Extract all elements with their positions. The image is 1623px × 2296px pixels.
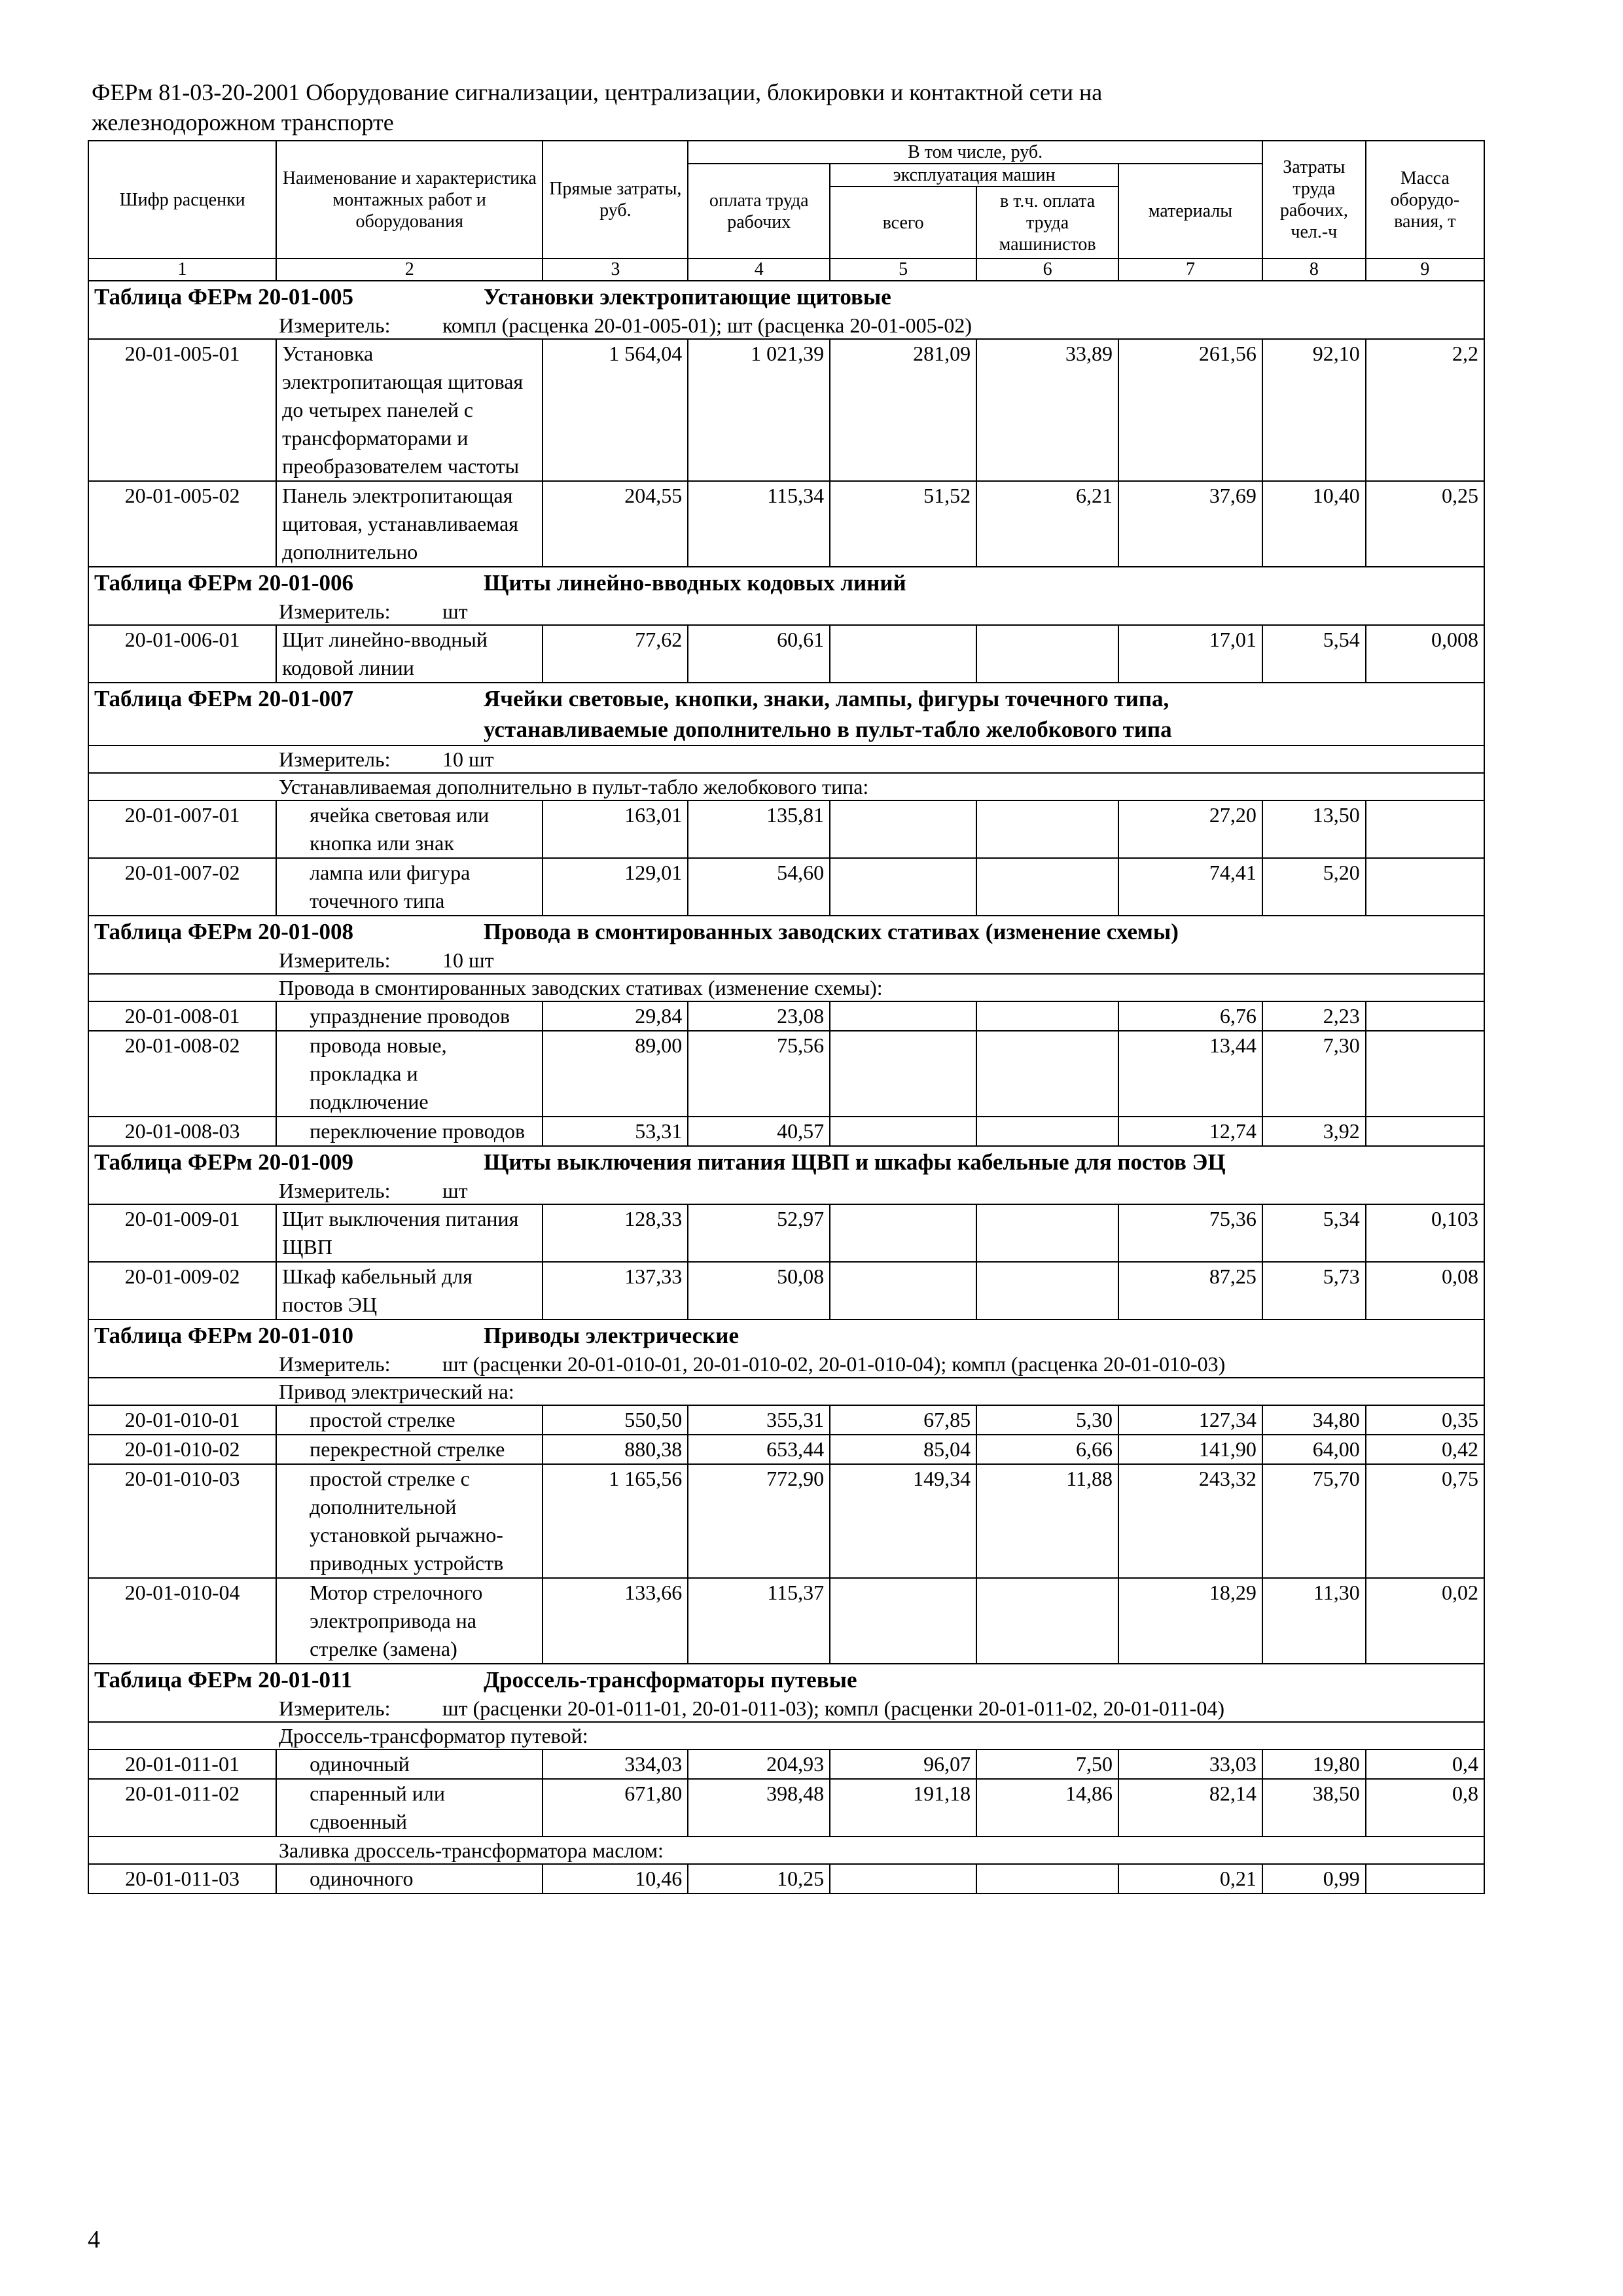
direct-cost: 133,66 bbox=[543, 1578, 688, 1664]
table-row bbox=[88, 1864, 1484, 1893]
equipment-mass: 0,8 bbox=[1366, 1779, 1484, 1837]
labor-pay: 23,08 bbox=[688, 1001, 830, 1031]
labor-pay: 355,31 bbox=[688, 1405, 830, 1435]
measure-cell bbox=[88, 947, 1484, 974]
table-section-heading-cont bbox=[88, 714, 1484, 745]
group-label bbox=[88, 1378, 1484, 1405]
materials: 75,36 bbox=[1118, 1204, 1262, 1262]
rate-code: 20-01-011-01 bbox=[88, 1749, 276, 1779]
table-code: Таблица ФЕРм 20-01-009 bbox=[94, 1149, 354, 1175]
machines-pay: 6,66 bbox=[976, 1435, 1118, 1464]
equipment-mass: 0,008 bbox=[1366, 625, 1484, 683]
measure-row bbox=[88, 312, 1484, 339]
rate-code: 20-01-009-02 bbox=[88, 1262, 276, 1319]
rate-name: лампа или фигура точечного типа bbox=[276, 858, 543, 916]
col-mass-header: Масса оборудо-вания, т bbox=[1366, 141, 1484, 259]
table-code: Таблица ФЕРм 20-01-006 bbox=[94, 570, 354, 596]
machines-total bbox=[830, 1001, 976, 1031]
table-section-heading bbox=[88, 1664, 1484, 1695]
equipment-mass bbox=[1366, 1001, 1484, 1031]
machines-total bbox=[830, 1578, 976, 1664]
machines-pay: 14,86 bbox=[976, 1779, 1118, 1837]
group-label bbox=[88, 1722, 1484, 1749]
labor-pay: 772,90 bbox=[688, 1464, 830, 1578]
machines-total: 149,34 bbox=[830, 1464, 976, 1578]
table-header bbox=[88, 141, 1484, 281]
rate-code: 20-01-010-04 bbox=[88, 1578, 276, 1664]
equipment-mass bbox=[1366, 858, 1484, 916]
materials: 0,21 bbox=[1118, 1864, 1262, 1893]
col-number: 8 bbox=[1262, 259, 1366, 281]
rate-code: 20-01-010-02 bbox=[88, 1435, 276, 1464]
rate-name: переключение проводов bbox=[276, 1117, 543, 1146]
table-section-heading bbox=[88, 567, 1484, 598]
rate-name: провода новые, прокладка и подключение bbox=[276, 1031, 543, 1117]
direct-cost: 1 165,56 bbox=[543, 1464, 688, 1578]
equipment-mass: 0,4 bbox=[1366, 1749, 1484, 1779]
col-number: 4 bbox=[688, 259, 830, 281]
equipment-mass: 2,2 bbox=[1366, 339, 1484, 481]
measure-cell bbox=[88, 745, 1484, 773]
rate-name: Щит линейно-вводный кодовой линии bbox=[276, 625, 543, 683]
measure-label: Измеритель: bbox=[279, 1352, 391, 1376]
labor-pay: 75,56 bbox=[688, 1031, 830, 1117]
labor-pay: 54,60 bbox=[688, 858, 830, 916]
table-code: Таблица ФЕРм 20-01-007 bbox=[94, 686, 354, 711]
labor-pay: 60,61 bbox=[688, 625, 830, 683]
machines-total bbox=[830, 1031, 976, 1117]
labor-hours: 11,30 bbox=[1262, 1578, 1366, 1664]
measure-unit: 10 шт bbox=[442, 948, 494, 972]
machines-pay: 5,30 bbox=[976, 1405, 1118, 1435]
equipment-mass: 0,08 bbox=[1366, 1262, 1484, 1319]
materials: 74,41 bbox=[1118, 858, 1262, 916]
col-machines-total-header: всего bbox=[830, 187, 976, 259]
measure-unit: шт (расценки 20-01-010-01, 20-01-010-02, 20-01-010-04); компл (расценка 20-01-010-03) bbox=[442, 1352, 1226, 1376]
measure-row bbox=[88, 1695, 1484, 1722]
table-title: Приводы электрические bbox=[484, 1323, 739, 1348]
direct-cost: 671,80 bbox=[543, 1779, 688, 1837]
title-line-2: железнодорожном транспорте bbox=[92, 109, 394, 135]
section-heading-cell bbox=[88, 1664, 1484, 1695]
rates-table bbox=[88, 140, 1485, 1894]
rate-code: 20-01-008-02 bbox=[88, 1031, 276, 1117]
machines-pay bbox=[976, 1031, 1118, 1117]
labor-hours: 64,00 bbox=[1262, 1435, 1366, 1464]
materials: 33,03 bbox=[1118, 1749, 1262, 1779]
group-label-text: Дроссель-трансформатор путевой: bbox=[88, 1722, 1484, 1749]
rate-name: одиночный bbox=[276, 1749, 543, 1779]
measure-label: Измеритель: bbox=[279, 948, 391, 972]
machines-total: 191,18 bbox=[830, 1779, 976, 1837]
table-row bbox=[88, 1001, 1484, 1031]
col-machines-pay-header: в т.ч. оплата труда машинистов bbox=[976, 187, 1118, 259]
rate-code: 20-01-010-03 bbox=[88, 1464, 276, 1578]
table-title: Установки электропитающие щитовые bbox=[484, 284, 891, 310]
labor-pay: 398,48 bbox=[688, 1779, 830, 1837]
section-heading-cell bbox=[88, 281, 1484, 312]
machines-pay bbox=[976, 858, 1118, 916]
materials: 141,90 bbox=[1118, 1435, 1262, 1464]
table-body bbox=[88, 281, 1484, 1893]
machines-pay: 11,88 bbox=[976, 1464, 1118, 1578]
measure-cell bbox=[88, 1695, 1484, 1722]
table-section-heading bbox=[88, 1146, 1484, 1177]
equipment-mass bbox=[1366, 800, 1484, 858]
table-code: Таблица ФЕРм 20-01-011 bbox=[94, 1667, 353, 1693]
col-number: 3 bbox=[543, 259, 688, 281]
col-name-header: Наименование и характеристика монтажных работ и оборудования bbox=[276, 141, 543, 259]
machines-total bbox=[830, 1864, 976, 1893]
equipment-mass bbox=[1366, 1117, 1484, 1146]
machines-pay bbox=[976, 1262, 1118, 1319]
group-label bbox=[88, 773, 1484, 800]
table-row bbox=[88, 1117, 1484, 1146]
machines-total: 51,52 bbox=[830, 481, 976, 567]
direct-cost: 334,03 bbox=[543, 1749, 688, 1779]
measure-cell bbox=[88, 598, 1484, 625]
materials: 27,20 bbox=[1118, 800, 1262, 858]
machines-total bbox=[830, 858, 976, 916]
materials: 87,25 bbox=[1118, 1262, 1262, 1319]
materials: 127,34 bbox=[1118, 1405, 1262, 1435]
col-machines-header: эксплуатация машин bbox=[830, 164, 1118, 187]
col-number: 2 bbox=[276, 259, 543, 281]
labor-pay: 10,25 bbox=[688, 1864, 830, 1893]
direct-cost: 128,33 bbox=[543, 1204, 688, 1262]
measure-label: Измеритель: bbox=[279, 600, 391, 623]
rate-name: упразднение проводов bbox=[276, 1001, 543, 1031]
equipment-mass: 0,75 bbox=[1366, 1464, 1484, 1578]
labor-hours: 19,80 bbox=[1262, 1749, 1366, 1779]
col-number: 9 bbox=[1366, 259, 1484, 281]
col-labor-cost-header: Затраты труда рабочих, чел.-ч bbox=[1262, 141, 1366, 259]
materials: 37,69 bbox=[1118, 481, 1262, 567]
measure-unit: шт bbox=[442, 1179, 468, 1202]
machines-pay bbox=[976, 1864, 1118, 1893]
materials: 17,01 bbox=[1118, 625, 1262, 683]
machines-pay bbox=[976, 800, 1118, 858]
labor-hours: 5,73 bbox=[1262, 1262, 1366, 1319]
materials: 12,74 bbox=[1118, 1117, 1262, 1146]
equipment-mass: 0,42 bbox=[1366, 1435, 1484, 1464]
labor-pay: 1 021,39 bbox=[688, 339, 830, 481]
title-line-1: ФЕРм 81-03-20-2001 Оборудование сигнализации, централизации, блокировки и контактной сети на bbox=[92, 79, 1103, 105]
labor-pay: 40,57 bbox=[688, 1117, 830, 1146]
equipment-mass bbox=[1366, 1031, 1484, 1117]
direct-cost: 204,55 bbox=[543, 481, 688, 567]
measure-cell bbox=[88, 1351, 1484, 1378]
group-label-text: Провода в смонтированных заводских стативах (изменение схемы): bbox=[88, 974, 1484, 1001]
labor-hours: 34,80 bbox=[1262, 1405, 1366, 1435]
direct-cost: 880,38 bbox=[543, 1435, 688, 1464]
machines-total bbox=[830, 1204, 976, 1262]
col-code-header: Шифр расценки bbox=[88, 141, 276, 259]
labor-hours: 5,20 bbox=[1262, 858, 1366, 916]
machines-pay: 33,89 bbox=[976, 339, 1118, 481]
measure-unit: шт bbox=[442, 600, 468, 623]
labor-pay: 52,97 bbox=[688, 1204, 830, 1262]
machines-total bbox=[830, 800, 976, 858]
table-section-heading bbox=[88, 281, 1484, 312]
labor-hours: 13,50 bbox=[1262, 800, 1366, 858]
table-row bbox=[88, 1204, 1484, 1262]
labor-hours: 10,40 bbox=[1262, 481, 1366, 567]
section-heading-cell bbox=[88, 916, 1484, 947]
table-title: Ячейки световые, кнопки, знаки, лампы, фигуры точечного типа, bbox=[484, 686, 1169, 711]
measure-label: Измеритель: bbox=[279, 1179, 391, 1202]
table-title: Дроссель-трансформаторы путевые bbox=[484, 1667, 857, 1693]
labor-hours: 38,50 bbox=[1262, 1779, 1366, 1837]
rate-code: 20-01-006-01 bbox=[88, 625, 276, 683]
labor-pay: 204,93 bbox=[688, 1749, 830, 1779]
rate-code: 20-01-008-03 bbox=[88, 1117, 276, 1146]
direct-cost: 77,62 bbox=[543, 625, 688, 683]
labor-hours: 75,70 bbox=[1262, 1464, 1366, 1578]
rate-code: 20-01-009-01 bbox=[88, 1204, 276, 1262]
rate-name: ячейка световая или кнопка или знак bbox=[276, 800, 543, 858]
measure-unit: 10 шт bbox=[442, 747, 494, 771]
rate-name: Щит выключения питания ЩВП bbox=[276, 1204, 543, 1262]
direct-cost: 1 564,04 bbox=[543, 339, 688, 481]
labor-pay: 135,81 bbox=[688, 800, 830, 858]
table-row bbox=[88, 1405, 1484, 1435]
rate-code: 20-01-007-02 bbox=[88, 858, 276, 916]
machines-total bbox=[830, 1117, 976, 1146]
rate-name: Мотор стрелочного электропривода на стрелке (замена) bbox=[276, 1578, 543, 1664]
rate-code: 20-01-005-02 bbox=[88, 481, 276, 567]
direct-cost: 10,46 bbox=[543, 1864, 688, 1893]
labor-hours: 92,10 bbox=[1262, 339, 1366, 481]
rate-name: Панель электропитающая щитовая, устанавливаемая дополнительно bbox=[276, 481, 543, 567]
rate-name: Шкаф кабельный для постов ЭЦ bbox=[276, 1262, 543, 1319]
direct-cost: 29,84 bbox=[543, 1001, 688, 1031]
section-heading-cell bbox=[88, 683, 1484, 714]
materials: 261,56 bbox=[1118, 339, 1262, 481]
table-row bbox=[88, 858, 1484, 916]
materials: 243,32 bbox=[1118, 1464, 1262, 1578]
group-label bbox=[88, 974, 1484, 1001]
group-label-text: Привод электрический на: bbox=[88, 1378, 1484, 1405]
machines-pay bbox=[976, 625, 1118, 683]
labor-hours: 0,99 bbox=[1262, 1864, 1366, 1893]
machines-pay bbox=[976, 1204, 1118, 1262]
table-row bbox=[88, 1262, 1484, 1319]
rate-name: спаренный или сдвоенный bbox=[276, 1779, 543, 1837]
col-number: 5 bbox=[830, 259, 976, 281]
direct-cost: 550,50 bbox=[543, 1405, 688, 1435]
equipment-mass bbox=[1366, 1864, 1484, 1893]
rate-code: 20-01-007-01 bbox=[88, 800, 276, 858]
rate-name: Установка электропитающая щитовая до четырех панелей с трансформаторами и преобразователем частоты bbox=[276, 339, 543, 481]
table-section-heading bbox=[88, 916, 1484, 947]
col-number: 1 bbox=[88, 259, 276, 281]
measure-row bbox=[88, 598, 1484, 625]
rate-code: 20-01-008-01 bbox=[88, 1001, 276, 1031]
labor-pay: 653,44 bbox=[688, 1435, 830, 1464]
machines-pay bbox=[976, 1001, 1118, 1031]
table-title: Провода в смонтированных заводских стативах (изменение схемы) bbox=[484, 919, 1179, 944]
materials: 82,14 bbox=[1118, 1779, 1262, 1837]
group-label-text: Заливка дроссель-трансформатора маслом: bbox=[88, 1837, 1484, 1864]
direct-cost: 89,00 bbox=[543, 1031, 688, 1117]
table-row bbox=[88, 800, 1484, 858]
table-title: Щиты выключения питания ЩВП и шкафы кабельные для постов ЭЦ bbox=[484, 1149, 1226, 1175]
table-row bbox=[88, 481, 1484, 567]
machines-pay bbox=[976, 1117, 1118, 1146]
labor-hours: 3,92 bbox=[1262, 1117, 1366, 1146]
measure-row bbox=[88, 745, 1484, 773]
machines-total bbox=[830, 625, 976, 683]
rate-code: 20-01-010-01 bbox=[88, 1405, 276, 1435]
labor-pay: 115,34 bbox=[688, 481, 830, 567]
measure-cell bbox=[88, 1177, 1484, 1204]
col-including-header: В том числе, руб. bbox=[688, 141, 1262, 164]
col-materials-header: материалы bbox=[1118, 164, 1262, 259]
table-row bbox=[88, 1779, 1484, 1837]
measure-unit: шт (расценки 20-01-011-01, 20-01-011-03); компл (расценки 20-01-011-02, 20-01-011-04) bbox=[442, 1696, 1224, 1720]
direct-cost: 137,33 bbox=[543, 1262, 688, 1319]
rate-code: 20-01-011-03 bbox=[88, 1864, 276, 1893]
table-section-heading bbox=[88, 683, 1484, 714]
rate-name: перекрестной стрелке bbox=[276, 1435, 543, 1464]
equipment-mass: 0,103 bbox=[1366, 1204, 1484, 1262]
table-section-heading bbox=[88, 1319, 1484, 1351]
col-direct-header: Прямые затраты, руб. bbox=[543, 141, 688, 259]
measure-row bbox=[88, 1177, 1484, 1204]
table-row bbox=[88, 1578, 1484, 1664]
measure-unit: компл (расценка 20-01-005-01); шт (расценка 20-01-005-02) bbox=[442, 314, 972, 337]
table-row bbox=[88, 339, 1484, 481]
document-title bbox=[92, 77, 1479, 137]
column-numbers-row bbox=[88, 259, 1484, 281]
table-title-cont: устанавливаемые дополнительно в пульт-табло желобкового типа bbox=[484, 717, 1172, 742]
measure-row bbox=[88, 1351, 1484, 1378]
machines-total: 281,09 bbox=[830, 339, 976, 481]
direct-cost: 163,01 bbox=[543, 800, 688, 858]
table-code: Таблица ФЕРм 20-01-008 bbox=[94, 919, 354, 944]
materials: 13,44 bbox=[1118, 1031, 1262, 1117]
measure-label: Измеритель: bbox=[279, 1696, 391, 1720]
machines-total bbox=[830, 1262, 976, 1319]
rate-name: простой стрелке с дополнительной установкой рычажно-приводных устройств bbox=[276, 1464, 543, 1578]
materials: 18,29 bbox=[1118, 1578, 1262, 1664]
table-row bbox=[88, 1464, 1484, 1578]
direct-cost: 129,01 bbox=[543, 858, 688, 916]
machines-total: 96,07 bbox=[830, 1749, 976, 1779]
table-row bbox=[88, 1749, 1484, 1779]
table-title: Щиты линейно-вводных кодовых линий bbox=[484, 570, 906, 596]
machines-pay: 7,50 bbox=[976, 1749, 1118, 1779]
labor-pay: 50,08 bbox=[688, 1262, 830, 1319]
group-label bbox=[88, 1837, 1484, 1864]
rate-name: одиночного bbox=[276, 1864, 543, 1893]
labor-pay: 115,37 bbox=[688, 1578, 830, 1664]
measure-label: Измеритель: bbox=[279, 747, 391, 771]
equipment-mass: 0,35 bbox=[1366, 1405, 1484, 1435]
labor-hours: 5,34 bbox=[1262, 1204, 1366, 1262]
table-row bbox=[88, 625, 1484, 683]
equipment-mass: 0,25 bbox=[1366, 481, 1484, 567]
table-code: Таблица ФЕРм 20-01-010 bbox=[94, 1323, 354, 1348]
materials: 6,76 bbox=[1118, 1001, 1262, 1031]
labor-hours: 5,54 bbox=[1262, 625, 1366, 683]
col-number: 7 bbox=[1118, 259, 1262, 281]
table-code: Таблица ФЕРм 20-01-005 bbox=[94, 284, 354, 310]
col-labor-pay-header: оплата труда рабочих bbox=[688, 164, 830, 259]
rate-code: 20-01-005-01 bbox=[88, 339, 276, 481]
col-number: 6 bbox=[976, 259, 1118, 281]
group-label-text: Устанавливаемая дополнительно в пульт-табло желобкового типа: bbox=[88, 773, 1484, 800]
section-heading-cell bbox=[88, 1319, 1484, 1351]
table-row bbox=[88, 1031, 1484, 1117]
machines-total: 85,04 bbox=[830, 1435, 976, 1464]
labor-hours: 7,30 bbox=[1262, 1031, 1366, 1117]
measure-label: Измеритель: bbox=[279, 314, 391, 337]
direct-cost: 53,31 bbox=[543, 1117, 688, 1146]
rate-code: 20-01-011-02 bbox=[88, 1779, 276, 1837]
measure-row bbox=[88, 947, 1484, 974]
measure-cell bbox=[88, 312, 1484, 339]
page-number: 4 bbox=[88, 2226, 100, 2253]
machines-total: 67,85 bbox=[830, 1405, 976, 1435]
section-heading-cell bbox=[88, 1146, 1484, 1177]
equipment-mass: 0,02 bbox=[1366, 1578, 1484, 1664]
section-heading-cell bbox=[88, 567, 1484, 598]
rate-name: простой стрелке bbox=[276, 1405, 543, 1435]
machines-pay: 6,21 bbox=[976, 481, 1118, 567]
machines-pay bbox=[976, 1578, 1118, 1664]
labor-hours: 2,23 bbox=[1262, 1001, 1366, 1031]
section-heading-cell bbox=[88, 714, 1484, 745]
table-row bbox=[88, 1435, 1484, 1464]
